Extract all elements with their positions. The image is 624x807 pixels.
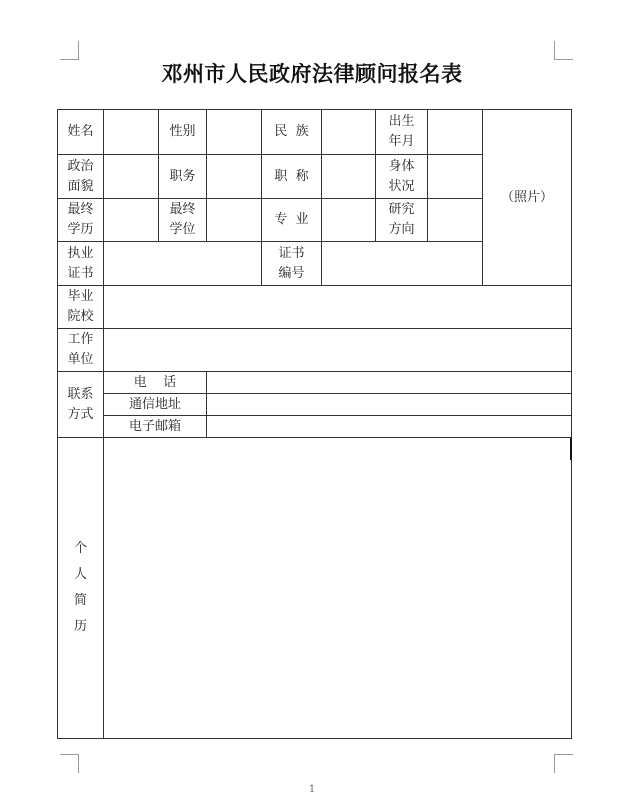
page-number: 1 — [308, 784, 316, 795]
crop-mark-bottom-left-v — [78, 754, 79, 773]
degree-field[interactable] — [207, 199, 262, 242]
degree-label: 最终 学位 — [159, 199, 207, 242]
research-direction-field[interactable] — [428, 199, 483, 242]
major-field[interactable] — [322, 199, 376, 242]
form-row-1 — [58, 110, 572, 155]
crop-mark-bottom-right-h — [554, 754, 573, 755]
resume-row — [58, 438, 572, 739]
major-label: 专 业 — [262, 199, 322, 242]
address-field[interactable] — [207, 394, 572, 416]
professional-title-field[interactable] — [322, 155, 376, 199]
gender-field[interactable] — [207, 110, 262, 155]
professional-title-label: 职 称 — [262, 155, 322, 199]
phone-field[interactable] — [207, 372, 572, 394]
contact-row-email — [58, 416, 572, 438]
license-field[interactable] — [104, 242, 262, 286]
address-label: 通信地址 — [104, 394, 207, 416]
research-direction-label: 研究 方向 — [376, 199, 428, 242]
health-label: 身体 状况 — [376, 155, 428, 199]
name-label: 姓名 — [58, 110, 104, 155]
certificate-number-label: 证书 编号 — [262, 242, 322, 286]
contact-label: 联系 方式 — [58, 372, 104, 438]
position-label: 职务 — [159, 155, 207, 199]
contact-row-address — [58, 394, 572, 416]
email-field[interactable] — [207, 416, 572, 438]
crop-mark-bottom-left-h — [60, 754, 79, 755]
ethnicity-field[interactable] — [322, 110, 376, 155]
text-cursor — [570, 438, 572, 460]
page-title: 邓州市人民政府法律顾问报名表 — [161, 61, 463, 86]
employer-label: 工作 单位 — [58, 329, 104, 372]
position-field[interactable] — [207, 155, 262, 199]
license-label: 执业 证书 — [58, 242, 104, 286]
email-label: 电子邮箱 — [104, 416, 207, 438]
resume-field[interactable] — [104, 438, 572, 739]
ethnicity-label: 民 族 — [262, 110, 322, 155]
photo-box[interactable] — [483, 110, 572, 286]
education-field[interactable] — [104, 199, 159, 242]
certificate-number-field[interactable] — [322, 242, 483, 286]
birth-date-field[interactable] — [428, 110, 483, 155]
birth-date-label: 出生 年月 — [376, 110, 428, 155]
contact-row-phone — [58, 372, 572, 394]
gender-label: 性别 — [159, 110, 207, 155]
form-row-6 — [58, 329, 572, 372]
graduate-school-field[interactable] — [104, 286, 572, 329]
form-row-5 — [58, 286, 572, 329]
graduate-school-label: 毕业 院校 — [58, 286, 104, 329]
employer-field[interactable] — [104, 329, 572, 372]
resume-label-text: 个 人 简 历 — [73, 541, 87, 634]
education-label: 最终 学历 — [58, 199, 104, 242]
name-field[interactable] — [104, 110, 159, 155]
political-status-label: 政治 面貌 — [58, 155, 104, 199]
health-field[interactable] — [428, 155, 483, 199]
registration-form-table — [57, 109, 572, 739]
resume-label — [58, 438, 104, 739]
crop-mark-bottom-right-v — [554, 754, 555, 773]
photo-label: （照片） — [500, 189, 553, 205]
phone-label: 电 话 — [104, 372, 207, 394]
political-status-field[interactable] — [104, 155, 159, 199]
